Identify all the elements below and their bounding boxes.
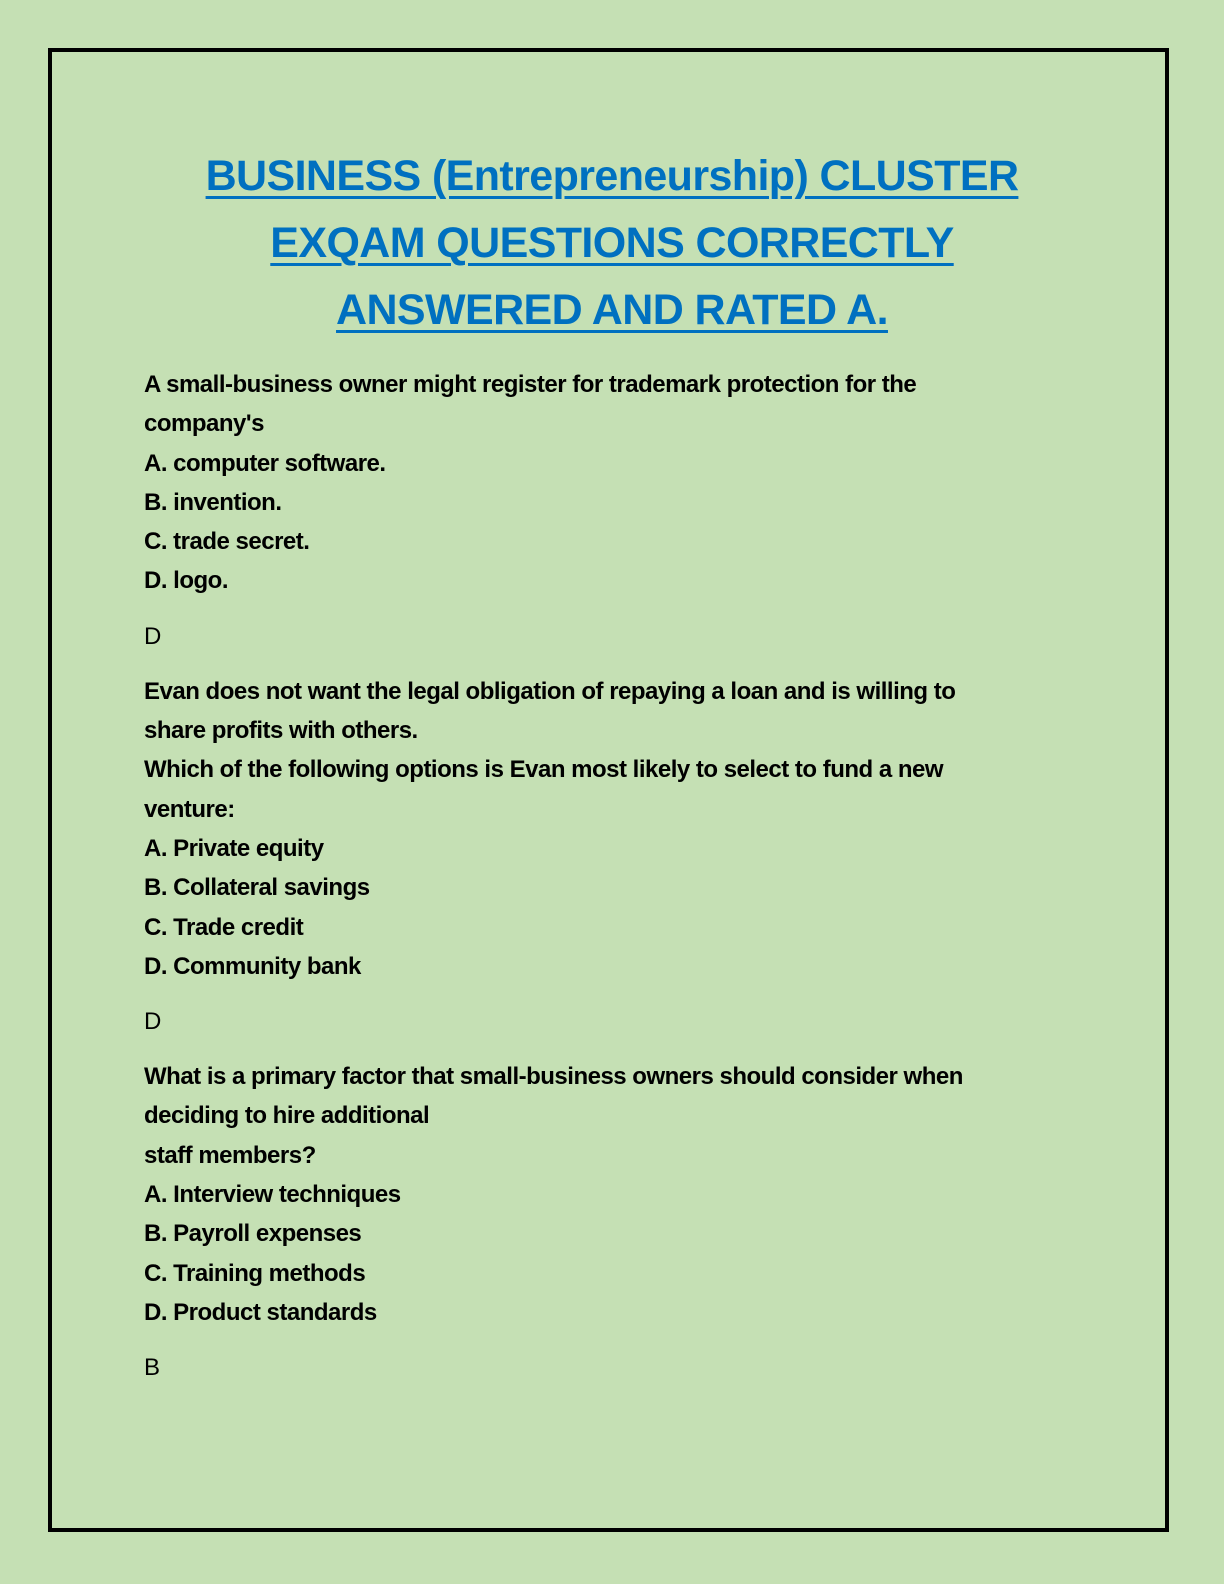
option-a: A. Private equity — [144, 834, 324, 862]
option-c: C. Training methods — [144, 1259, 366, 1287]
option-b: B. invention. — [144, 488, 282, 516]
option-b: B. Payroll expenses — [144, 1220, 362, 1248]
question-stem-line: venture: — [144, 795, 235, 823]
question-stem-line: A small-business owner might register for trademark protection for the — [144, 371, 917, 398]
question-stem-line: Which of the following options is Evan most likely to select to fund a new — [144, 756, 944, 784]
title-line-2: EXQAM QUESTIONS CORRECTLY — [270, 219, 954, 267]
question-stem-line: What is a primary factor that small-business owners should consider when — [144, 1063, 963, 1091]
option-d: D. Product standards — [144, 1298, 377, 1326]
answer: D — [144, 622, 162, 650]
title-line-1: BUSINESS (Entrepreneurship) CLUSTER — [205, 152, 1019, 200]
document-title — [0, 143, 1224, 344]
option-c: C. Trade credit — [144, 913, 304, 941]
title-line-3: ANSWERED AND RATED A. — [336, 286, 888, 334]
answer: D — [144, 1008, 162, 1036]
question-stem-line: staff members? — [144, 1141, 316, 1169]
question-3 — [144, 1057, 1084, 1387]
question-stem-line: deciding to hire additional — [144, 1102, 430, 1130]
question-1 — [144, 365, 1084, 656]
option-d: D. logo. — [144, 567, 228, 595]
option-a: A. Interview techniques — [144, 1181, 401, 1209]
option-a: A. computer software. — [144, 449, 386, 477]
option-d: D. Community bank — [144, 952, 361, 980]
option-c: C. trade secret. — [144, 528, 310, 556]
answer: B — [144, 1354, 161, 1382]
question-stem-line: Evan does not want the legal obligation of repaying a loan and is willing to — [144, 677, 956, 705]
option-b: B. Collateral savings — [144, 874, 370, 902]
questions-list — [144, 365, 1084, 1403]
question-stem-line: share profits with others. — [144, 717, 418, 745]
question-2 — [144, 672, 1084, 1041]
question-stem-line: company's — [144, 410, 264, 438]
